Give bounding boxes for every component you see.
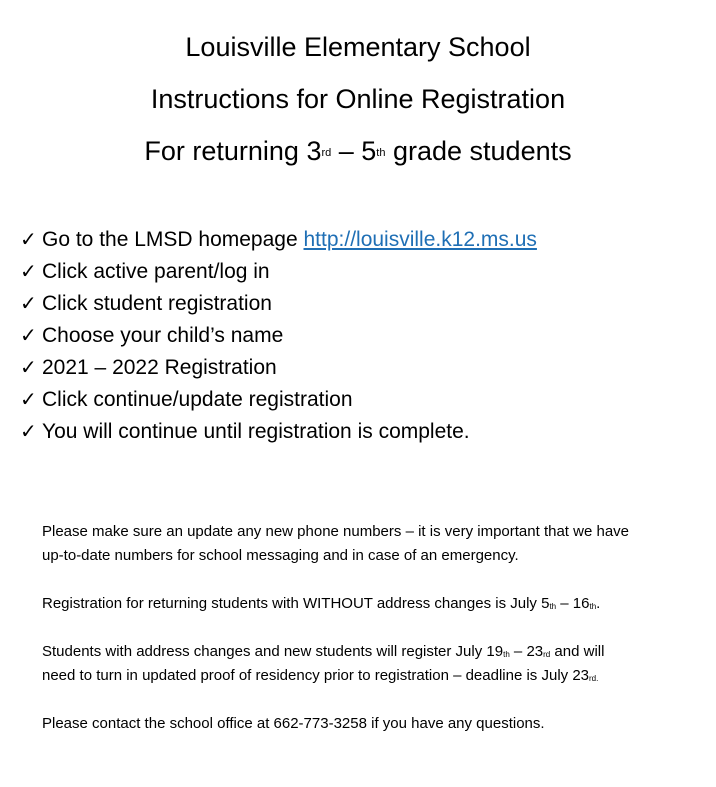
- page-subtitle: Instructions for Online Registration: [150, 84, 566, 114]
- note-text: Students with address changes and new students will register July 19: [42, 643, 504, 660]
- superscript: th: [503, 650, 510, 659]
- note-text: need to turn in updated proof of residency prior to registration – deadline is July 23: [42, 667, 590, 684]
- new-students-note: [42, 640, 707, 688]
- step-text: Click active parent/log in: [42, 260, 270, 283]
- phone-update-note: [42, 520, 707, 568]
- step-item: [20, 224, 537, 256]
- superscript: rd.: [589, 674, 599, 683]
- step-item: [20, 416, 537, 448]
- note-line: Please make sure an update any new phone numbers – it is very important that we have: [42, 523, 629, 540]
- step-text: You will continue until registration is complete.: [42, 420, 470, 443]
- checkmark-icon: ✓: [20, 357, 37, 379]
- grade-heading-mid: – 5: [331, 136, 377, 166]
- registration-steps-list: [20, 224, 537, 448]
- grade-heading-prefix: For returning 3: [144, 136, 322, 166]
- step-text: Choose your child’s name: [42, 324, 284, 347]
- returning-dates-note: [42, 592, 707, 616]
- homepage-link[interactable]: http://louisville.k12.ms.us: [303, 228, 537, 251]
- step-text: Click continue/update registration: [42, 388, 353, 411]
- note-line: [42, 664, 707, 688]
- grade-heading-suffix: grade students: [385, 136, 572, 166]
- step-item: [20, 352, 537, 384]
- school-title: Louisville Elementary School: [185, 32, 531, 62]
- checkmark-icon: ✓: [20, 229, 37, 251]
- step-text: 2021 – 2022 Registration: [42, 356, 277, 379]
- superscript: th: [376, 147, 386, 159]
- step-text: Click student registration: [42, 292, 272, 315]
- checkmark-icon: ✓: [20, 261, 37, 283]
- checkmark-icon: ✓: [20, 293, 37, 315]
- note-text: – 23: [509, 643, 544, 660]
- step-item: [20, 256, 537, 288]
- step-item: [20, 384, 537, 416]
- note-text: and will: [550, 643, 605, 660]
- step-item: [20, 288, 537, 320]
- superscript: th: [549, 602, 557, 611]
- note-line: [42, 640, 707, 664]
- superscript: rd: [321, 147, 332, 159]
- step-text: Go to the LMSD homepage: [42, 228, 304, 251]
- note-text: Registration for returning students with WITHOUT address changes is July 5: [42, 595, 550, 612]
- checkmark-icon: ✓: [20, 325, 37, 347]
- checkmark-icon: ✓: [20, 389, 37, 411]
- step-item: [20, 320, 537, 352]
- checkmark-icon: ✓: [20, 421, 37, 443]
- note-text: – 16: [556, 595, 590, 612]
- grade-heading: [0, 134, 716, 168]
- superscript: rd: [543, 650, 551, 659]
- note-text: .: [596, 595, 601, 612]
- note-line: up-to-date numbers for school messaging and in case of an emergency.: [42, 547, 519, 564]
- superscript: th: [589, 602, 597, 611]
- contact-note: Please contact the school office at 662-773-3258 if you have any questions.: [42, 715, 545, 732]
